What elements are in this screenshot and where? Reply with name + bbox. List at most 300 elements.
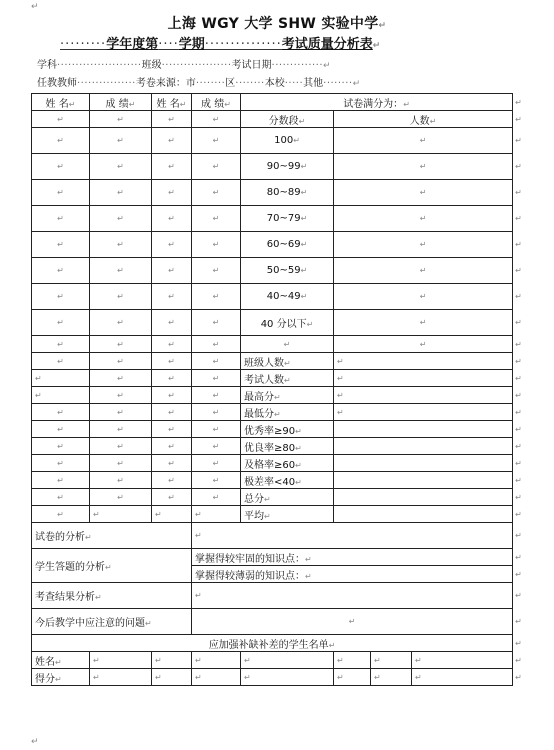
statistics-row	[32, 506, 522, 523]
student-score-cell[interactable]	[90, 111, 152, 128]
score-range-label	[241, 180, 334, 206]
paragraph-mark: ↵	[337, 672, 344, 682]
student-name-cell[interactable]	[152, 154, 192, 180]
student-name-cell[interactable]	[152, 421, 192, 438]
student-name-cell[interactable]	[32, 353, 90, 370]
paragraph-mark: ↵	[57, 475, 64, 485]
paragraph-mark: ↵	[168, 162, 175, 171]
paragraph-mark: ↵	[305, 571, 312, 581]
remedial-name-cell[interactable]	[412, 652, 513, 669]
row-end-mark	[513, 232, 522, 258]
statistic-value-cell[interactable]	[334, 472, 513, 489]
paragraph-mark: ↵	[117, 318, 124, 327]
header-full-score-text: 试卷满分为：	[343, 98, 404, 110]
header-name	[32, 94, 90, 111]
info-row-1	[37, 56, 331, 71]
paragraph-mark: ↵	[419, 318, 427, 327]
paragraph-mark: ↵	[515, 240, 522, 249]
paragraph-mark: ↵	[57, 214, 64, 223]
subject-blank[interactable]: ·······················	[57, 60, 142, 71]
student-score-cell[interactable]	[90, 506, 152, 523]
paragraph-mark: ↵	[212, 162, 220, 171]
blank-term[interactable]: ····	[158, 37, 179, 52]
student-score-cell[interactable]	[192, 455, 241, 472]
student-score-cell[interactable]	[90, 472, 152, 489]
student-score-cell[interactable]	[192, 128, 241, 154]
paragraph-mark: ↵	[168, 373, 175, 383]
paragraph-mark: ↵	[57, 356, 64, 366]
paragraph-mark: ↵	[117, 114, 124, 124]
student-name-cell[interactable]	[32, 506, 90, 523]
paragraph-mark: ↵	[168, 390, 175, 400]
student-name-cell[interactable]	[32, 455, 90, 472]
subtitle-year-label: 学年度第	[106, 37, 159, 52]
student-score-cell[interactable]	[90, 258, 152, 284]
blank-cell	[334, 336, 513, 353]
score-range-label-text: 50~59	[266, 265, 301, 276]
paragraph-mark: ↵	[93, 509, 100, 519]
paragraph-mark: ↵	[515, 591, 522, 600]
statistic-value-cell[interactable]	[334, 489, 513, 506]
paragraph-mark: ↵	[515, 531, 522, 540]
student-score-cell[interactable]	[192, 421, 241, 438]
analysis-table	[31, 93, 522, 686]
row-end-mark	[513, 258, 522, 284]
paragraph-mark: ↵	[419, 292, 427, 301]
score-range-row	[32, 258, 522, 284]
statistic-label-text: 平均	[244, 510, 264, 522]
statistic-value-cell[interactable]	[334, 404, 513, 421]
paragraph-mark: ↵	[515, 318, 522, 327]
paragraph-mark: ↵	[57, 424, 64, 434]
solid-knowledge-cell[interactable]	[192, 549, 513, 566]
student-score-cell[interactable]	[90, 387, 152, 404]
statistic-value-cell[interactable]	[334, 353, 513, 370]
remedial-name-label-text: 姓名	[35, 656, 55, 668]
paragraph-mark: ↵	[117, 475, 124, 485]
statistic-label-text: 优良率≥80	[244, 442, 296, 454]
paragraph-mark: ↵	[31, 737, 39, 747]
student-score-cell[interactable]	[90, 180, 152, 206]
statistic-value-cell[interactable]	[334, 506, 513, 523]
range-count-cell[interactable]	[334, 154, 513, 180]
paragraph-mark: ↵	[195, 531, 202, 540]
school-blank[interactable]: ·····	[284, 78, 304, 89]
row-end-mark	[513, 652, 522, 669]
statistic-label	[241, 404, 334, 421]
other-label: 其他	[303, 78, 324, 89]
student-name-cell[interactable]	[32, 310, 90, 336]
school-label: 本校	[264, 78, 285, 89]
range-count-cell[interactable]	[334, 128, 513, 154]
paragraph-mark: ↵	[57, 292, 64, 301]
paragraph-mark: ↵	[35, 390, 42, 400]
paragraph-mark: ↵	[295, 477, 302, 487]
paragraph-mark: ↵	[515, 424, 522, 434]
student-name-cell[interactable]	[32, 387, 90, 404]
paragraph-mark: ↵	[274, 392, 281, 402]
student-score-cell[interactable]	[90, 455, 152, 472]
statistic-label	[241, 353, 334, 370]
paragraph-mark: ↵	[419, 266, 427, 275]
statistic-value-cell[interactable]	[334, 438, 513, 455]
paragraph-mark: ↵	[117, 136, 124, 145]
student-name-cell[interactable]	[152, 232, 192, 258]
student-score-cell[interactable]	[192, 472, 241, 489]
row-end-mark	[513, 421, 522, 438]
statistic-label	[241, 421, 334, 438]
statistic-value-cell[interactable]	[334, 370, 513, 387]
student-name-cell[interactable]	[32, 111, 90, 128]
paragraph-mark: ↵	[515, 136, 522, 145]
statistic-value-cell[interactable]	[334, 421, 513, 438]
blank-year[interactable]: ·········	[60, 37, 107, 52]
remedial-row	[32, 669, 522, 686]
header-score	[192, 94, 241, 111]
paragraph-mark: ↵	[155, 672, 162, 682]
paragraph-mark: ↵	[57, 318, 64, 327]
paragraph-mark: ↵	[168, 475, 175, 485]
teacher-blank[interactable]: ················	[77, 78, 136, 89]
score-range-row	[32, 310, 522, 336]
paper-analysis-cell[interactable]	[192, 523, 513, 549]
remedial-score-cell[interactable]	[241, 669, 334, 686]
paragraph-mark: ↵	[117, 407, 124, 417]
header-score-text: 成 绩	[105, 98, 129, 110]
student-name-cell[interactable]	[152, 284, 192, 310]
source-label: 考卷来源：市	[135, 78, 196, 89]
paragraph-mark: ↵	[212, 475, 220, 485]
student-score-cell[interactable]	[192, 336, 241, 353]
paragraph-mark: ↵	[117, 424, 124, 434]
paragraph-mark: ↵	[168, 356, 175, 366]
score-range-label-text: 40~49	[266, 291, 301, 302]
student-analysis-label-text: 学生答题的分析	[35, 562, 105, 573]
score-range-row	[32, 284, 522, 310]
paragraph-mark: ↵	[415, 672, 422, 682]
paragraph-mark: ↵	[57, 441, 64, 451]
results-analysis-cell[interactable]	[192, 583, 513, 609]
exam-date-blank[interactable]: ··············	[271, 60, 324, 71]
paragraph-mark: ↵	[117, 339, 124, 349]
student-score-cell[interactable]	[192, 154, 241, 180]
header-score-text: 成 绩	[201, 98, 225, 110]
paragraph-mark: ↵	[515, 441, 522, 451]
student-score-cell[interactable]	[192, 232, 241, 258]
student-score-cell[interactable]	[192, 111, 241, 128]
paragraph-mark: ↵	[337, 373, 344, 383]
paragraph-mark: ↵	[403, 99, 410, 109]
paragraph-mark: ↵	[168, 492, 175, 502]
paragraph-mark: ↵	[295, 426, 302, 436]
statistic-label-text: 考试人数	[244, 374, 284, 386]
paragraph-mark: ↵	[212, 188, 220, 197]
student-name-cell[interactable]	[152, 310, 192, 336]
paragraph-mark: ↵	[372, 41, 381, 51]
statistics-row	[32, 421, 522, 438]
paragraph-mark: ↵	[328, 640, 336, 650]
paragraph-mark: ↵	[195, 509, 202, 519]
student-analysis-row	[32, 549, 522, 566]
remedial-name-cell[interactable]	[241, 652, 334, 669]
paragraph-mark: ↵	[515, 373, 522, 383]
student-name-cell[interactable]	[32, 206, 90, 232]
paragraph-mark: ↵	[212, 373, 220, 383]
student-score-cell[interactable]	[90, 421, 152, 438]
paragraph-mark: ↵	[93, 655, 100, 665]
statistic-label-text: 及格率≥60	[244, 459, 296, 471]
student-score-cell[interactable]	[90, 128, 152, 154]
paragraph-mark: ↵	[117, 356, 124, 366]
student-name-cell[interactable]	[152, 353, 192, 370]
student-score-cell[interactable]	[192, 370, 241, 387]
row-end-mark	[513, 635, 522, 652]
student-name-cell[interactable]	[152, 455, 192, 472]
range-count-cell[interactable]	[334, 180, 513, 206]
student-name-cell[interactable]	[152, 506, 192, 523]
score-range-label	[241, 310, 334, 336]
analysis-table-body	[32, 94, 522, 686]
paragraph-mark: ↵	[283, 339, 291, 349]
student-score-cell[interactable]	[90, 284, 152, 310]
remedial-name-cell[interactable]	[334, 652, 371, 669]
paragraph-mark: ↵	[117, 266, 124, 275]
other-blank[interactable]: ········	[323, 78, 353, 89]
paragraph-mark: ↵	[295, 443, 302, 453]
paragraph-mark: ↵	[168, 136, 175, 145]
student-score-cell[interactable]	[192, 310, 241, 336]
statistic-value-cell[interactable]	[334, 455, 513, 472]
score-range-label	[241, 232, 334, 258]
city-blank[interactable]: ········	[195, 78, 226, 89]
paragraph-mark: ↵	[179, 99, 187, 109]
range-count-cell[interactable]	[334, 206, 513, 232]
student-name-cell[interactable]	[32, 258, 90, 284]
remedial-name-cell[interactable]	[90, 652, 152, 669]
student-name-cell[interactable]	[32, 128, 90, 154]
range-count-cell[interactable]	[334, 232, 513, 258]
student-name-cell[interactable]	[152, 336, 192, 353]
paragraph-mark: ↵	[515, 458, 522, 468]
student-name-cell[interactable]	[152, 258, 192, 284]
teaching-issues-label	[32, 609, 192, 635]
row-end-mark	[513, 370, 522, 387]
paragraph-mark: ↵	[168, 114, 175, 124]
row-end-mark	[513, 669, 522, 686]
student-name-cell[interactable]	[32, 232, 90, 258]
student-score-cell[interactable]	[192, 489, 241, 506]
student-name-cell[interactable]	[152, 128, 192, 154]
paragraph-mark: ↵	[300, 292, 308, 301]
remedial-header-row	[32, 635, 522, 652]
weak-knowledge-cell[interactable]	[192, 566, 513, 583]
remedial-name-label	[32, 652, 90, 669]
student-name-cell[interactable]	[32, 154, 90, 180]
paragraph-mark: ↵	[274, 409, 281, 419]
statistics-row	[32, 353, 522, 370]
student-name-cell[interactable]	[32, 404, 90, 421]
paragraph-mark: ↵	[212, 136, 220, 145]
range-count-cell[interactable]	[334, 258, 513, 284]
student-name-cell[interactable]	[32, 370, 90, 387]
paragraph-mark: ↵	[515, 162, 522, 171]
paragraph-mark: ↵	[212, 390, 220, 400]
student-name-cell[interactable]	[152, 489, 192, 506]
paragraph-mark: ↵	[117, 373, 124, 383]
student-name-cell[interactable]	[152, 404, 192, 421]
statistic-label-text: 总分	[244, 493, 264, 505]
teaching-issues-cell[interactable]	[192, 609, 513, 635]
student-score-cell[interactable]	[192, 506, 241, 523]
district-blank[interactable]: ········	[235, 78, 265, 89]
paragraph-mark: ↵	[300, 188, 308, 197]
paragraph-mark: ↵	[212, 266, 220, 275]
paragraph-mark: ↵	[515, 672, 522, 682]
paragraph-mark: ↵	[378, 21, 387, 31]
student-score-cell[interactable]	[90, 206, 152, 232]
paragraph-mark: ↵	[212, 424, 220, 434]
paragraph-mark: ↵	[293, 136, 300, 145]
paragraph-mark: ↵	[337, 356, 344, 366]
student-name-cell[interactable]	[152, 387, 192, 404]
student-score-cell[interactable]	[90, 154, 152, 180]
remedial-name-cell[interactable]	[192, 652, 241, 669]
teaching-issues-row	[32, 609, 522, 635]
statistic-label	[241, 455, 334, 472]
row-end-mark	[513, 455, 522, 472]
student-score-cell[interactable]	[90, 336, 152, 353]
student-score-cell[interactable]	[192, 353, 241, 370]
student-name-cell[interactable]	[32, 489, 90, 506]
header-row	[32, 94, 522, 111]
statistics-row	[32, 472, 522, 489]
student-name-cell[interactable]	[152, 370, 192, 387]
row-end-mark	[513, 310, 522, 336]
paragraph-mark: ↵	[168, 424, 175, 434]
paragraph-mark: ↵	[117, 292, 124, 301]
student-analysis-label	[32, 549, 192, 583]
student-score-cell[interactable]	[192, 404, 241, 421]
paragraph-mark: ↵	[168, 458, 175, 468]
paragraph-mark: ↵	[85, 533, 92, 542]
statistic-label	[241, 438, 334, 455]
remedial-score-cell[interactable]	[90, 669, 152, 686]
student-name-cell[interactable]	[152, 180, 192, 206]
row-end-mark	[513, 94, 522, 111]
student-name-cell[interactable]	[32, 284, 90, 310]
row-end-mark	[513, 549, 522, 566]
remedial-name-cell[interactable]	[152, 652, 192, 669]
row-end-mark	[513, 284, 522, 310]
student-score-cell[interactable]	[192, 206, 241, 232]
paragraph-mark: ↵	[212, 214, 220, 223]
student-name-cell[interactable]	[32, 180, 90, 206]
student-score-cell[interactable]	[90, 489, 152, 506]
paragraph-mark: ↵	[429, 116, 437, 126]
paragraph-mark: ↵	[515, 475, 522, 485]
count-header-text: 人数	[409, 115, 430, 127]
results-analysis-row	[32, 583, 522, 609]
paragraph-mark: ↵	[168, 240, 175, 249]
student-name-cell[interactable]	[152, 472, 192, 489]
remedial-score-cell[interactable]	[152, 669, 192, 686]
remedial-score-cell[interactable]	[412, 669, 513, 686]
remedial-score-cell[interactable]	[192, 669, 241, 686]
student-name-cell[interactable]	[152, 206, 192, 232]
row-end-mark	[513, 523, 522, 549]
student-name-cell[interactable]	[152, 438, 192, 455]
paragraph-mark: ↵	[117, 240, 124, 249]
paragraph-mark: ↵	[95, 593, 102, 602]
statistic-label-text: 最高分	[244, 391, 274, 403]
paragraph-mark: ↵	[515, 188, 522, 197]
paragraph-mark: ↵	[212, 356, 220, 366]
paragraph-mark: ↵	[155, 655, 162, 665]
paragraph-mark: ↵	[57, 407, 64, 417]
student-name-cell[interactable]	[32, 438, 90, 455]
paragraph-mark: ↵	[117, 458, 124, 468]
student-score-cell[interactable]	[90, 404, 152, 421]
header-name-text: 姓 名	[45, 98, 69, 110]
student-score-cell[interactable]	[192, 258, 241, 284]
row-end-mark	[513, 583, 522, 609]
statistics-row	[32, 404, 522, 421]
remedial-score-cell[interactable]	[334, 669, 371, 686]
remedial-row	[32, 652, 522, 669]
info-row-2	[37, 74, 360, 89]
range-count-cell[interactable]	[334, 284, 513, 310]
score-range-label	[241, 206, 334, 232]
student-score-cell[interactable]	[90, 310, 152, 336]
student-score-cell[interactable]	[90, 438, 152, 455]
paragraph-mark: ↵	[212, 240, 220, 249]
paragraph-mark: ↵	[57, 492, 64, 502]
student-score-cell[interactable]	[192, 284, 241, 310]
student-name-cell[interactable]	[32, 421, 90, 438]
student-score-cell[interactable]	[192, 180, 241, 206]
student-score-cell[interactable]	[90, 353, 152, 370]
paragraph-mark: ↵	[55, 657, 62, 667]
student-name-cell[interactable]	[152, 111, 192, 128]
row-end-mark	[513, 111, 522, 128]
statistic-value-cell[interactable]	[334, 387, 513, 404]
document-title	[0, 13, 554, 33]
score-range-label-text: 70~79	[266, 213, 301, 224]
class-blank[interactable]: ···················	[161, 60, 232, 71]
score-range-row	[32, 154, 522, 180]
header-full-score	[241, 94, 513, 111]
student-score-cell[interactable]	[90, 232, 152, 258]
student-name-cell[interactable]	[32, 472, 90, 489]
row-end-mark	[513, 154, 522, 180]
class-label: 班级	[141, 60, 162, 71]
student-score-cell[interactable]	[192, 387, 241, 404]
student-score-cell[interactable]	[90, 370, 152, 387]
remedial-score-cell[interactable]	[371, 669, 412, 686]
blank-exam[interactable]: ···············	[204, 37, 282, 52]
student-name-cell[interactable]	[32, 336, 90, 353]
student-score-cell[interactable]	[192, 438, 241, 455]
statistic-label	[241, 370, 334, 387]
paragraph-mark: ↵	[168, 188, 175, 197]
paragraph-mark: ↵	[515, 114, 522, 124]
paragraph-mark: ↵	[300, 214, 308, 223]
paragraph-mark: ↵	[195, 655, 202, 665]
remedial-name-cell[interactable]	[371, 652, 412, 669]
paragraph-mark: ↵	[168, 318, 175, 327]
range-count-cell[interactable]	[334, 310, 513, 336]
results-analysis-label	[32, 583, 192, 609]
